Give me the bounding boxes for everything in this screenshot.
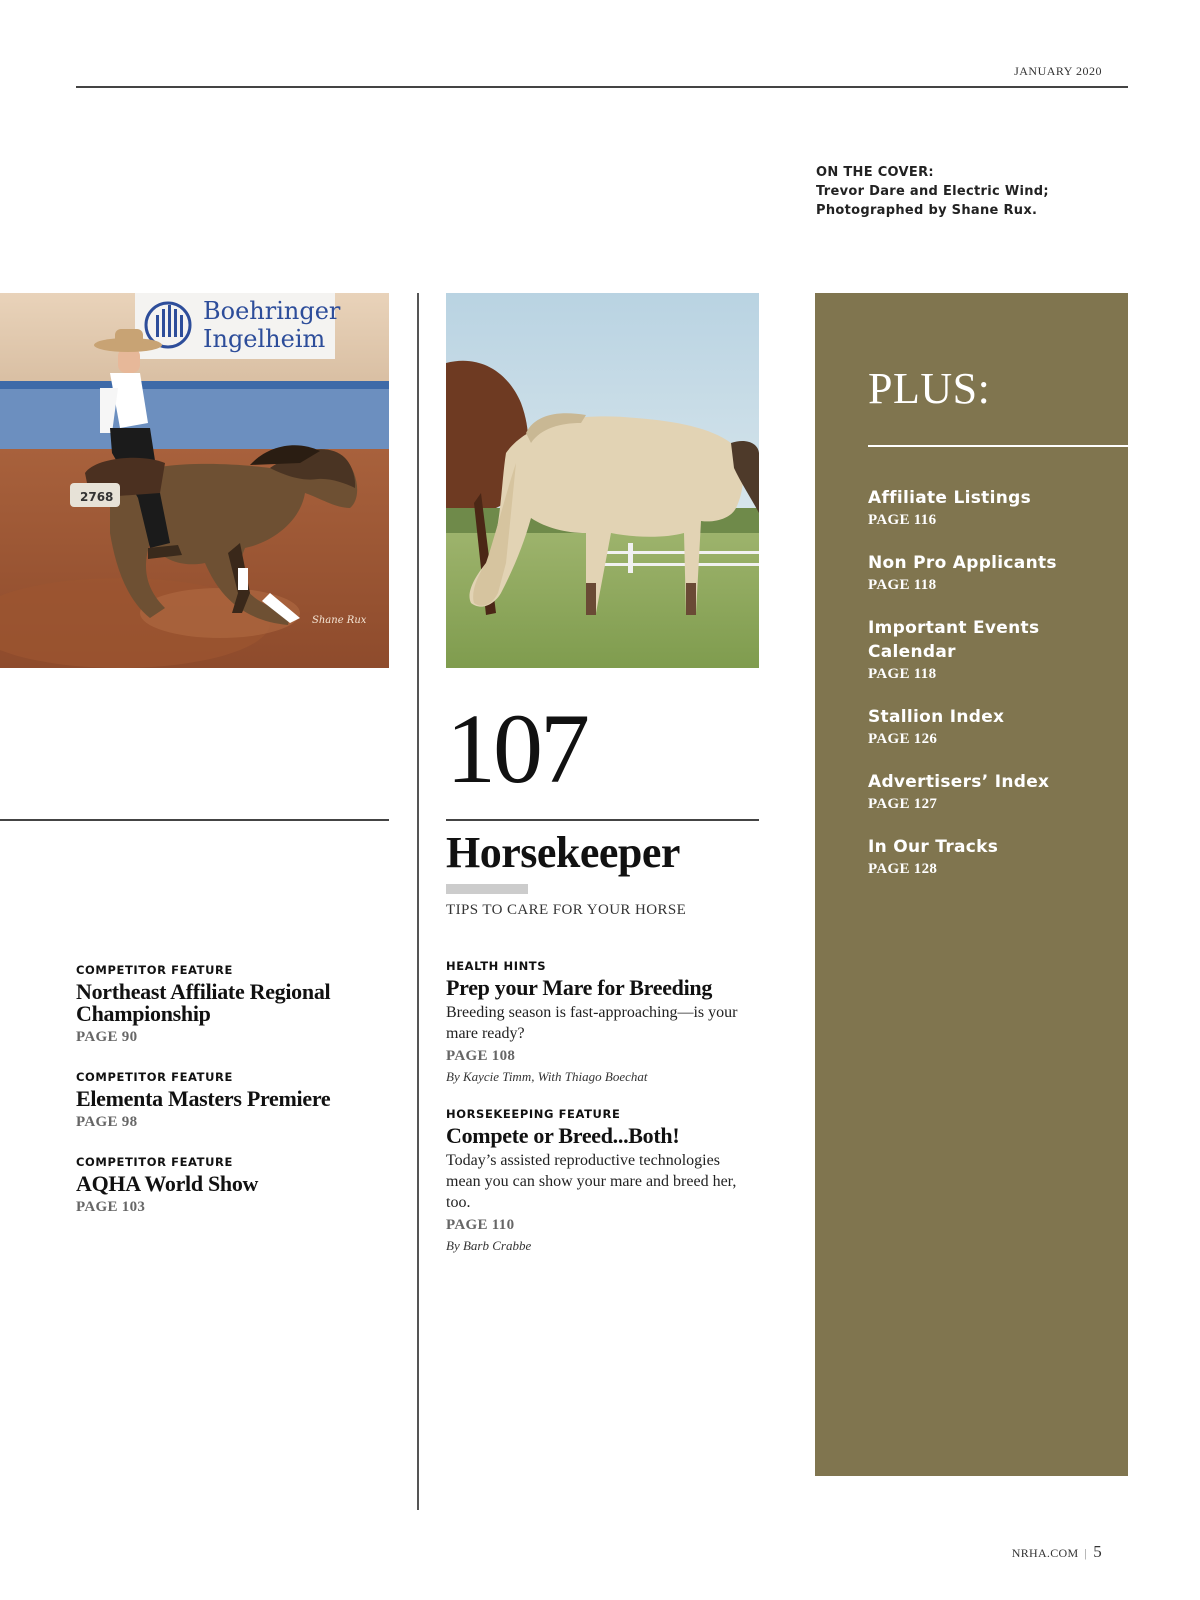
entry-kicker: COMPETITOR FEATURE	[76, 1070, 233, 1084]
mare-foal-illustration	[446, 293, 759, 668]
plus-item-page: PAGE 128	[868, 861, 938, 877]
toc-entry[interactable]	[76, 1070, 396, 1131]
entry-headline: Compete or Breed...Both!	[446, 1123, 680, 1148]
cover-note-line: Trevor Dare and Electric Wind;	[816, 184, 1049, 199]
left-column-rule	[0, 819, 389, 821]
plus-item-title: Important Events Calendar	[868, 618, 1040, 662]
plus-item-page: PAGE 118	[868, 666, 937, 682]
plus-item-title: Stallion Index	[868, 707, 1005, 727]
entry-kicker: COMPETITOR FEATURE	[76, 963, 233, 977]
cover-note-line: Photographed by Shane Rux.	[816, 203, 1038, 218]
cover-note	[816, 163, 1116, 220]
toc-entry[interactable]	[446, 959, 756, 1085]
department-page-number: 107	[446, 693, 587, 804]
plus-rule	[868, 445, 1128, 447]
entry-page: PAGE 110	[446, 1217, 515, 1233]
plus-item[interactable]	[868, 551, 1108, 594]
entry-headline: Northeast Affiliate Regional Championship	[76, 979, 331, 1026]
plus-item-title: In Our Tracks	[868, 837, 999, 857]
department-subtitle: TIPS TO CARE FOR YOUR HORSE	[446, 902, 687, 918]
plus-item-title: Advertisers’ Index	[868, 772, 1050, 792]
entry-kicker: HEALTH HINTS	[446, 959, 547, 973]
plus-list	[868, 486, 1108, 900]
issue-date: JANUARY 2020	[1014, 64, 1102, 78]
reining-photo-illustration	[0, 293, 389, 668]
mare-foal-photo	[446, 293, 759, 668]
toc-entry[interactable]	[76, 1155, 396, 1216]
plus-item-title: Affiliate Listings	[868, 488, 1031, 508]
plus-item-page: PAGE 118	[868, 577, 937, 593]
photo-credit: Shane Rux	[312, 615, 367, 626]
plus-item-page: PAGE 127	[868, 796, 938, 812]
reining-photo	[0, 293, 389, 668]
plus-item-page: PAGE 126	[868, 731, 938, 747]
toc-entry[interactable]	[446, 1107, 756, 1254]
entry-headline: AQHA World Show	[76, 1171, 259, 1196]
entry-page: PAGE 90	[76, 1029, 138, 1045]
entry-headline: Elementa Masters Premiere	[76, 1086, 331, 1111]
plus-item[interactable]	[868, 486, 1108, 529]
entry-byline: By Kaycie Timm, With Thiago Boechat	[446, 1069, 648, 1084]
banner-text-line2: Ingelheim	[203, 325, 326, 353]
footer-page-number: 5	[1093, 1542, 1102, 1561]
center-column-rule	[446, 819, 759, 821]
plus-item[interactable]	[868, 705, 1108, 748]
footer-separator: |	[1084, 1546, 1088, 1560]
department-accent-bar	[446, 884, 528, 894]
plus-item[interactable]	[868, 770, 1108, 813]
plus-item[interactable]	[868, 835, 1108, 878]
column-divider	[417, 293, 419, 1510]
entry-kicker: COMPETITOR FEATURE	[76, 1155, 233, 1169]
entry-headline: Prep your Mare for Breeding	[446, 975, 713, 1000]
entry-page: PAGE 98	[76, 1114, 138, 1130]
top-rule	[76, 86, 1128, 88]
plus-item-title: Non Pro Applicants	[868, 553, 1057, 573]
plus-item[interactable]	[868, 616, 1108, 683]
department-title: Horsekeeper	[446, 828, 680, 877]
entry-page: PAGE 108	[446, 1048, 516, 1064]
entry-description: Today’s assisted reproductive technologies mean you can show your mare and breed her, too.	[446, 1152, 737, 1211]
entry-byline: By Barb Crabbe	[446, 1238, 532, 1253]
entry-page: PAGE 103	[76, 1199, 146, 1215]
plus-item-page: PAGE 116	[868, 512, 937, 528]
entry-description: Breeding season is fast-approaching—is your mare ready?	[446, 1004, 738, 1042]
footer-site: NRHA.COM	[1011, 1546, 1079, 1560]
toc-entry[interactable]	[76, 963, 396, 1046]
plus-title: PLUS:	[868, 364, 991, 413]
svg-text:2768: 2768	[80, 490, 114, 504]
cover-note-label: ON THE COVER:	[816, 165, 934, 180]
entry-kicker: HORSEKEEPING FEATURE	[446, 1107, 621, 1121]
banner-text-line1: Boehringer	[203, 297, 341, 325]
page-footer	[1012, 1542, 1102, 1562]
plus-panel	[815, 293, 1128, 1476]
